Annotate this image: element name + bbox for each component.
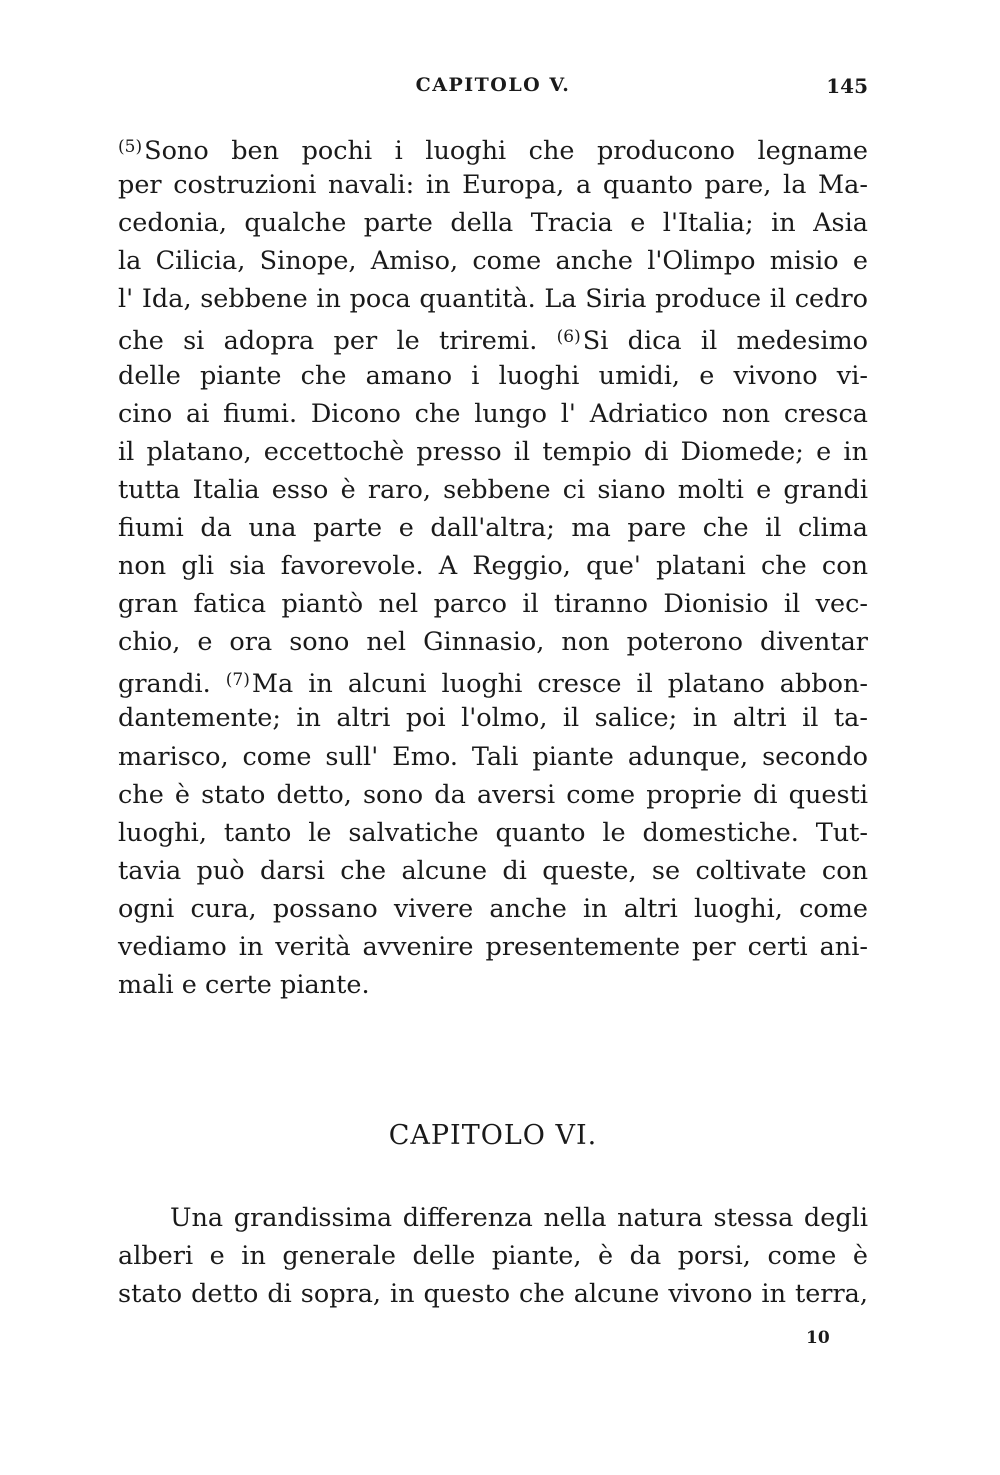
line-text: Sono ben pochi i luoghi che producono legname	[144, 136, 868, 166]
paragraph-1	[118, 128, 868, 1004]
text-line: gran fatica piantò nel parco il tiranno Dionisio il vec-	[118, 589, 868, 620]
line-text: grandi.	[118, 669, 211, 700]
signature-mark: 10	[806, 1328, 830, 1348]
text-line: il platano, eccettochè presso il tempio di Diomede; e in	[118, 436, 868, 467]
text-line: mali e certe piante.	[118, 970, 370, 1001]
text-line: non gli sia favorevole. A Reggio, que' platani che con	[118, 551, 868, 582]
text-line: luoghi, tanto le salvatiche quanto le domestiche. Tut-	[118, 817, 868, 848]
note-marker: (6)	[556, 327, 581, 348]
text-line: per costruzioni navali: in Europa, a quanto pare, la Ma-	[118, 170, 868, 201]
line-text: Ma in alcuni luoghi cresce il platano abbon-	[251, 669, 868, 700]
text-line: ogni cura, possano vivere anche in altri luoghi, come	[118, 893, 868, 924]
text-line: la Cilicia, Sinope, Amiso, come anche l'Olimpo misio e	[118, 246, 868, 277]
text-line: cedonia, qualche parte della Tracia e l'Italia; in Asia	[118, 208, 868, 239]
text-line: chio, e ora sono nel Ginnasio, non poterono diventar	[118, 627, 868, 658]
text-line: stato detto di sopra, in questo che alcune vivono in terra,	[118, 1279, 868, 1310]
chapter-heading: CAPITOLO VI.	[388, 1120, 598, 1151]
text-line: cino ai fiumi. Dicono che lungo l' Adriatico non cresca	[118, 398, 868, 429]
text-line: dantemente; in altri poi l'olmo, il salice; in altri il ta-	[118, 703, 868, 734]
text-line: che è stato detto, sono da aversi come proprie di questi	[118, 779, 868, 810]
note-marker: (7)	[225, 670, 250, 691]
text-line: Una grandissima differenza nella natura stessa degli	[170, 1203, 868, 1233]
text-line: alberi e in generale delle piante, è da porsi, come è	[118, 1241, 868, 1272]
text-line: fiumi da una parte e dall'altra; ma pare che il clima	[118, 512, 868, 543]
text-line: tavia può darsi che alcune di queste, se coltivate con	[118, 855, 868, 886]
running-title: CAPITOLO V.	[415, 74, 571, 96]
text-line: l' Ida, sebbene in poca quantità. La Siria produce il cedro	[118, 284, 868, 315]
running-head	[118, 74, 868, 104]
line-text: Si dica il medesimo	[582, 326, 869, 357]
text-line: vediamo in verità avvenire presentemente per certi ani-	[118, 931, 868, 962]
page-number: 145	[826, 74, 868, 98]
paragraph-2	[118, 1199, 868, 1313]
text-line	[118, 661, 868, 699]
line-text: che si adopra per le triremi.	[118, 326, 538, 357]
note-marker: (5)	[118, 137, 143, 157]
text-line: tutta Italia esso è raro, sebbene ci siano molti e grandi	[118, 474, 868, 505]
text-line	[118, 318, 868, 356]
text-line	[118, 128, 868, 166]
text-line: marisco, come sull' Emo. Tali piante adunque, secondo	[118, 741, 868, 772]
text-line: delle piante che amano i luoghi umidi, e vivono vi-	[118, 360, 868, 391]
